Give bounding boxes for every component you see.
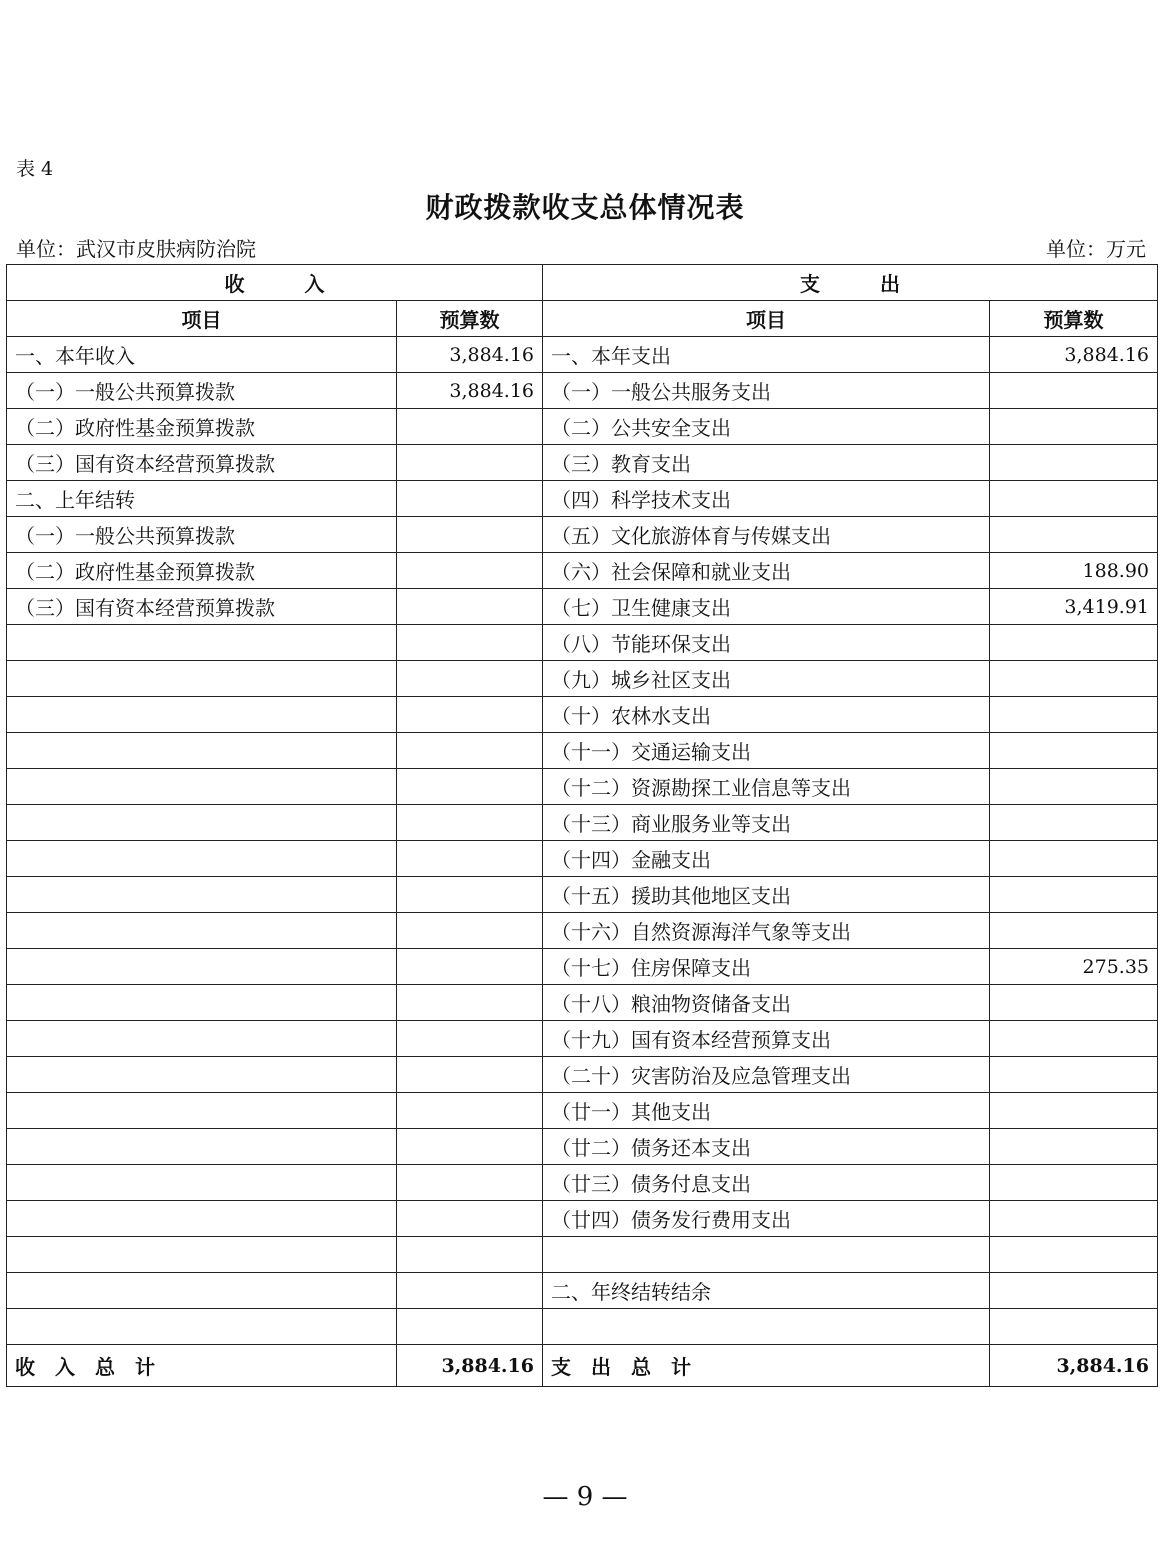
income-value-cell: [397, 481, 543, 517]
table-row: [7, 985, 1158, 1021]
expense-item-cell: （七）卫生健康支出: [543, 589, 990, 625]
expense-value-cell: [990, 445, 1158, 481]
income-section-header: 收 入: [7, 265, 543, 301]
expense-item-header: 项目: [543, 301, 990, 337]
table-number: 表 4: [16, 158, 54, 180]
table-row: [7, 517, 1158, 553]
table-row: [7, 337, 1158, 373]
income-item-cell: （二）政府性基金预算拨款: [7, 409, 397, 445]
expense-item-cell: （十三）商业服务业等支出: [543, 805, 990, 841]
expense-item-cell: （十二）资源勘探工业信息等支出: [543, 769, 990, 805]
table-row: [7, 1057, 1158, 1093]
expense-value-cell: [990, 517, 1158, 553]
income-item-cell: [7, 841, 397, 877]
expense-budget-header: 预算数: [990, 301, 1158, 337]
expense-value-cell: [990, 625, 1158, 661]
income-value-cell: [397, 1057, 543, 1093]
budget-table-body: [7, 265, 1158, 1387]
income-value-cell: [397, 877, 543, 913]
expense-value-cell: [990, 373, 1158, 409]
income-item-cell: [7, 1129, 397, 1165]
expense-value-cell: [990, 1093, 1158, 1129]
income-value-cell: [397, 1165, 543, 1201]
table-row: [7, 697, 1158, 733]
expense-value-cell: [990, 913, 1158, 949]
income-item-cell: [7, 1021, 397, 1057]
income-value-cell: [397, 589, 543, 625]
income-value-cell: [397, 733, 543, 769]
income-value-cell: [397, 697, 543, 733]
expense-item-cell: （二）公共安全支出: [543, 409, 990, 445]
table-row: [7, 409, 1158, 445]
income-value-cell: [397, 517, 543, 553]
income-item-cell: [7, 877, 397, 913]
income-item-cell: 一、本年收入: [7, 337, 397, 373]
expense-value-cell: 188.90: [990, 553, 1158, 589]
income-value-cell: [397, 949, 543, 985]
expense-value-cell: [990, 1021, 1158, 1057]
expense-item-cell: [543, 1309, 990, 1345]
expense-value-cell: [990, 661, 1158, 697]
table-row: [7, 589, 1158, 625]
income-value-cell: [397, 553, 543, 589]
income-total-value: 3,884.16: [397, 1345, 543, 1387]
expense-value-cell: [990, 769, 1158, 805]
income-total-label: 收 入 总 计: [7, 1345, 397, 1387]
table-row: [7, 949, 1158, 985]
table-row: [7, 769, 1158, 805]
income-item-cell: [7, 985, 397, 1021]
expense-value-cell: [990, 409, 1158, 445]
income-value-cell: 3,884.16: [397, 373, 543, 409]
income-item-cell: [7, 1093, 397, 1129]
page-title: 财政拨款收支总体情况表: [425, 191, 745, 224]
table-row: [7, 1165, 1158, 1201]
income-value-cell: [397, 1093, 543, 1129]
expense-item-cell: （廿四）债务发行费用支出: [543, 1201, 990, 1237]
income-item-cell: [7, 1165, 397, 1201]
expense-value-cell: [990, 805, 1158, 841]
expense-item-cell: （十八）粮油物资储备支出: [543, 985, 990, 1021]
column-header-row: [7, 301, 1158, 337]
income-item-header: 项目: [7, 301, 397, 337]
expense-value-cell: [990, 1273, 1158, 1309]
income-item-cell: [7, 949, 397, 985]
income-item-cell: [7, 1309, 397, 1345]
table-row: [7, 1129, 1158, 1165]
income-item-cell: [7, 697, 397, 733]
table-row: [7, 1309, 1158, 1345]
table-row: [7, 1021, 1158, 1057]
income-item-cell: [7, 913, 397, 949]
table-row: [7, 481, 1158, 517]
income-value-cell: [397, 445, 543, 481]
unit-currency: 单位：万元: [1046, 237, 1146, 261]
income-budget-header: 预算数: [397, 301, 543, 337]
income-value-cell: [397, 769, 543, 805]
income-value-cell: [397, 1237, 543, 1273]
expense-item-cell: （一）一般公共服务支出: [543, 373, 990, 409]
income-value-cell: [397, 625, 543, 661]
expense-value-cell: [990, 1201, 1158, 1237]
income-item-cell: [7, 1201, 397, 1237]
expense-item-cell: [543, 1237, 990, 1273]
expense-value-cell: [990, 841, 1158, 877]
income-value-cell: [397, 409, 543, 445]
table-row: [7, 661, 1158, 697]
expense-item-cell: （八）节能环保支出: [543, 625, 990, 661]
expense-item-cell: （五）文化旅游体育与传媒支出: [543, 517, 990, 553]
expense-value-cell: 275.35: [990, 949, 1158, 985]
section-header-row: [7, 265, 1158, 301]
page-number: — 9 —: [542, 1482, 628, 1512]
expense-item-cell: （廿三）债务付息支出: [543, 1165, 990, 1201]
expense-section-header: 支 出: [543, 265, 1158, 301]
income-item-cell: 二、上年结转: [7, 481, 397, 517]
expense-value-cell: [990, 985, 1158, 1021]
budget-table: [6, 264, 1158, 1387]
expense-value-cell: 3,419.91: [990, 589, 1158, 625]
expense-value-cell: [990, 1309, 1158, 1345]
income-item-cell: （一）一般公共预算拨款: [7, 517, 397, 553]
income-item-cell: [7, 1273, 397, 1309]
income-item-cell: （二）政府性基金预算拨款: [7, 553, 397, 589]
expense-item-cell: （十七）住房保障支出: [543, 949, 990, 985]
table-row: [7, 373, 1158, 409]
income-item-cell: [7, 661, 397, 697]
expense-value-cell: [990, 877, 1158, 913]
expense-item-cell: （廿一）其他支出: [543, 1093, 990, 1129]
expense-value-cell: [990, 697, 1158, 733]
income-value-cell: [397, 841, 543, 877]
expense-value-cell: [990, 733, 1158, 769]
income-item-cell: （三）国有资本经营预算拨款: [7, 445, 397, 481]
income-item-cell: （三）国有资本经营预算拨款: [7, 589, 397, 625]
table-row: [7, 733, 1158, 769]
expense-total-label: 支 出 总 计: [543, 1345, 990, 1387]
expense-value-cell: [990, 1129, 1158, 1165]
income-value-cell: [397, 1201, 543, 1237]
table-row: [7, 913, 1158, 949]
table-row: [7, 553, 1158, 589]
expense-total-value: 3,884.16: [990, 1345, 1158, 1387]
expense-item-cell: 一、本年支出: [543, 337, 990, 373]
income-item-cell: [7, 1057, 397, 1093]
expense-value-cell: [990, 481, 1158, 517]
income-item-cell: [7, 733, 397, 769]
table-row: [7, 445, 1158, 481]
expense-value-cell: [990, 1057, 1158, 1093]
income-value-cell: [397, 1021, 543, 1057]
unit-organization: 单位：武汉市皮肤病防治院: [16, 237, 256, 261]
income-value-cell: 3,884.16: [397, 337, 543, 373]
expense-value-cell: 3,884.16: [990, 337, 1158, 373]
table-row: [7, 805, 1158, 841]
expense-item-cell: （四）科学技术支出: [543, 481, 990, 517]
income-item-cell: （一）一般公共预算拨款: [7, 373, 397, 409]
expense-item-cell: （廿二）债务还本支出: [543, 1129, 990, 1165]
expense-item-cell: （十）农林水支出: [543, 697, 990, 733]
expense-item-cell: （六）社会保障和就业支出: [543, 553, 990, 589]
table-row: [7, 1201, 1158, 1237]
table-row: [7, 877, 1158, 913]
income-value-cell: [397, 805, 543, 841]
expense-item-cell: （九）城乡社区支出: [543, 661, 990, 697]
expense-value-cell: [990, 1237, 1158, 1273]
table-row: [7, 1093, 1158, 1129]
income-value-cell: [397, 985, 543, 1021]
income-value-cell: [397, 913, 543, 949]
expense-item-cell: （十五）援助其他地区支出: [543, 877, 990, 913]
income-item-cell: [7, 1237, 397, 1273]
income-value-cell: [397, 1129, 543, 1165]
table-row: [7, 841, 1158, 877]
income-item-cell: [7, 769, 397, 805]
expense-item-cell: 二、年终结转结余: [543, 1273, 990, 1309]
income-item-cell: [7, 625, 397, 661]
income-value-cell: [397, 661, 543, 697]
expense-value-cell: [990, 1165, 1158, 1201]
table-row: [7, 1237, 1158, 1273]
expense-item-cell: （十九）国有资本经营预算支出: [543, 1021, 990, 1057]
expense-item-cell: （十四）金融支出: [543, 841, 990, 877]
income-value-cell: [397, 1309, 543, 1345]
expense-item-cell: （三）教育支出: [543, 445, 990, 481]
table-row: [7, 1273, 1158, 1309]
expense-item-cell: （二十）灾害防治及应急管理支出: [543, 1057, 990, 1093]
expense-item-cell: （十一）交通运输支出: [543, 733, 990, 769]
income-value-cell: [397, 1273, 543, 1309]
expense-item-cell: （十六）自然资源海洋气象等支出: [543, 913, 990, 949]
table-row: [7, 625, 1158, 661]
income-item-cell: [7, 805, 397, 841]
total-row: [7, 1345, 1158, 1387]
